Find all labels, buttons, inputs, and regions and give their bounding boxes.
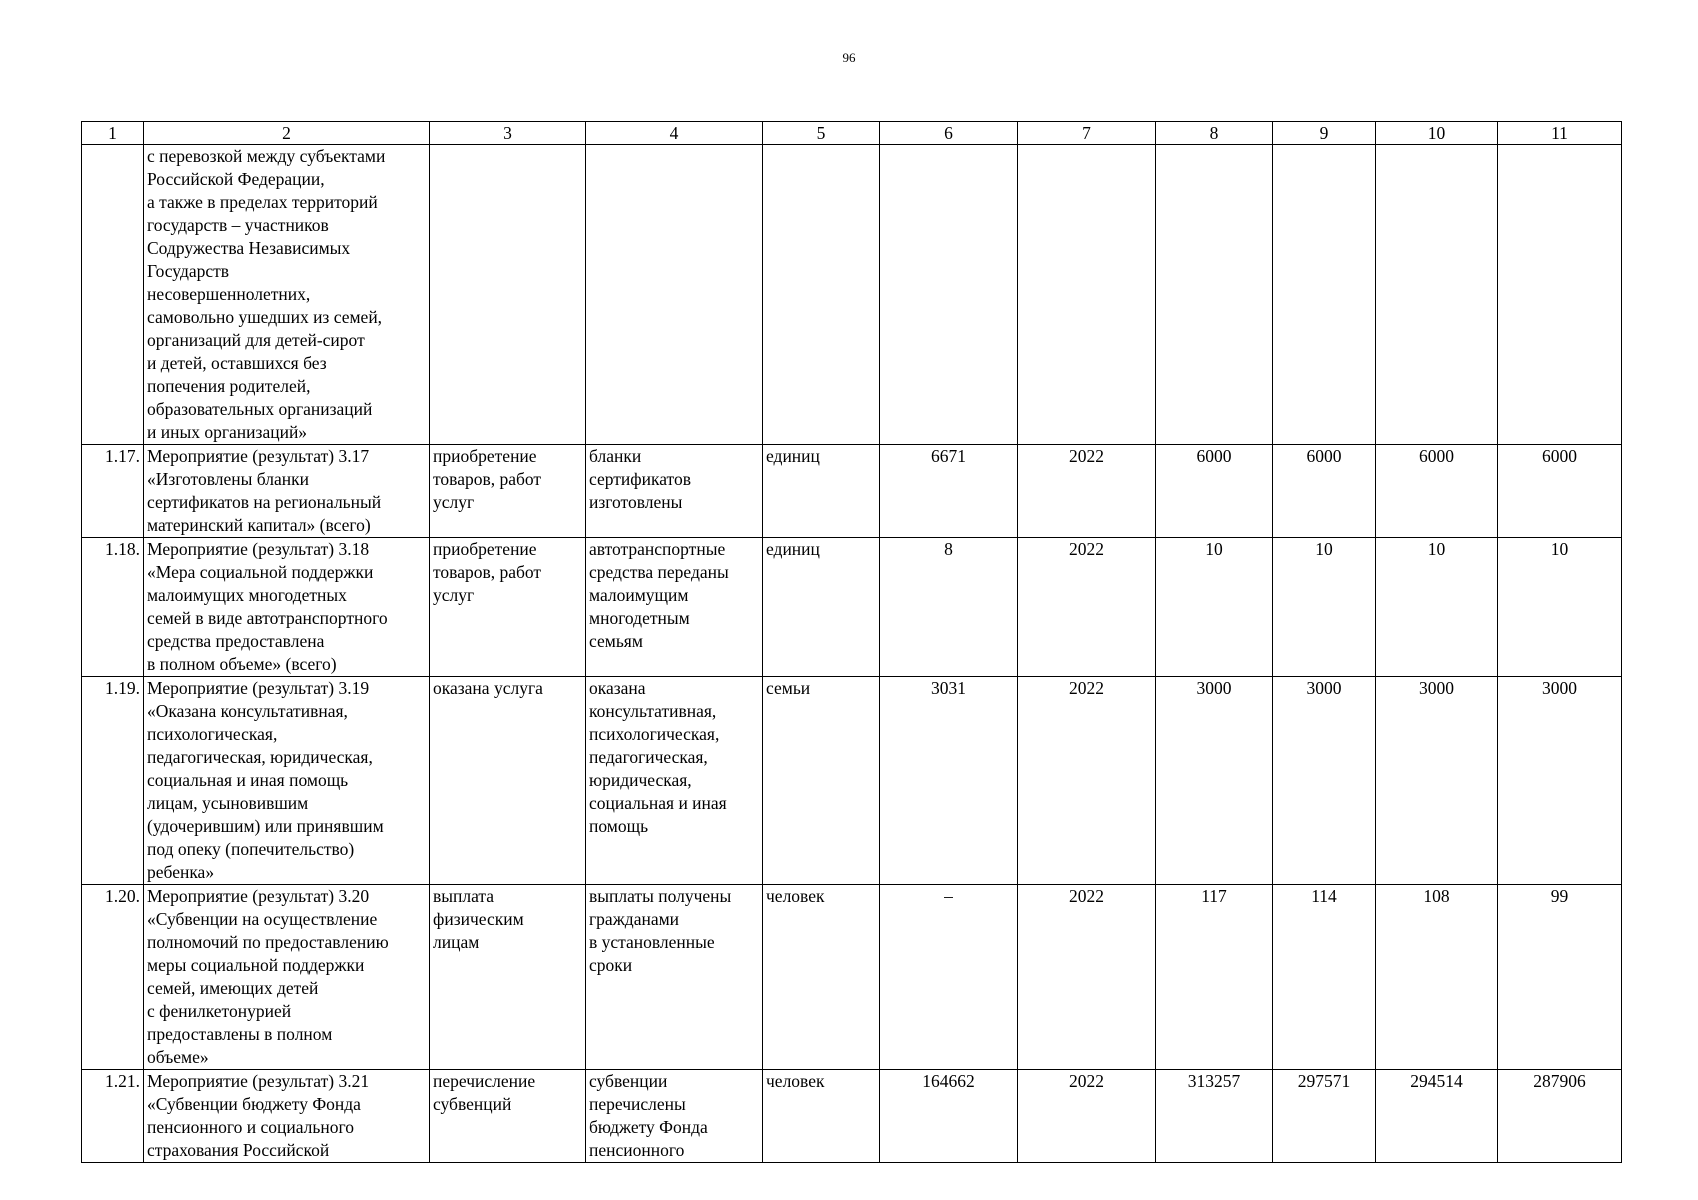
unit: семьи (763, 677, 880, 885)
column-header: 7 (1018, 122, 1156, 145)
base-year: 2022 (1018, 1070, 1156, 1163)
year-value: 10 (1498, 538, 1622, 677)
measure-characteristic: субвенции перечислены бюджету Фонда пенсионного (586, 1070, 763, 1163)
base-value (880, 145, 1018, 445)
measure-characteristic: выплаты получены гражданами в установленные сроки (586, 885, 763, 1070)
base-value: 8 (880, 538, 1018, 677)
base-value: 6671 (880, 445, 1018, 538)
year-value: 3000 (1273, 677, 1376, 885)
measure-name: с перевозкой между субъектами Российской Федерации, а также в пределах территорий государств – участников Содружества Независимых Государств несовершеннолетних, самовольно ушедших из семей, организаций для детей-сирот и детей, оставшихся без попечения родителей, образовательных организаций и иных организаций» (144, 145, 430, 445)
year-value (1156, 145, 1273, 445)
year-value (1273, 145, 1376, 445)
year-value: 6000 (1156, 445, 1273, 538)
column-header: 10 (1376, 122, 1498, 145)
measure-type (430, 145, 586, 445)
measure-name: Мероприятие (результат) 3.21 «Субвенции бюджету Фонда пенсионного и социального страхования Российской (144, 1070, 430, 1163)
row-number (82, 145, 144, 445)
column-header: 2 (144, 122, 430, 145)
unit: единиц (763, 538, 880, 677)
measure-name: Мероприятие (результат) 3.18 «Мера социальной поддержки малоимущих многодетных семей в виде автотранспортного средства предоставлена в полном объеме» (всего) (144, 538, 430, 677)
unit (763, 145, 880, 445)
year-value: 6000 (1273, 445, 1376, 538)
base-year: 2022 (1018, 538, 1156, 677)
measure-name: Мероприятие (результат) 3.20 «Субвенции на осуществление полномочий по предоставлению меры социальной поддержки семей, имеющих детей с фенилкетонурией предоставлены в полном объеме» (144, 885, 430, 1070)
base-year (1018, 145, 1156, 445)
unit: человек (763, 885, 880, 1070)
row-number: 1.17. (82, 445, 144, 538)
measure-characteristic (586, 145, 763, 445)
row-number: 1.19. (82, 677, 144, 885)
table-row (82, 538, 1622, 677)
table-row (82, 677, 1622, 885)
page-number: 96 (842, 50, 856, 65)
data-table (81, 121, 1622, 1163)
column-header: 1 (82, 122, 144, 145)
year-value: 3000 (1376, 677, 1498, 885)
unit: человек (763, 1070, 880, 1163)
row-number: 1.18. (82, 538, 144, 677)
column-header: 6 (880, 122, 1018, 145)
year-value: 294514 (1376, 1070, 1498, 1163)
column-header: 5 (763, 122, 880, 145)
measure-type: приобретение товаров, работ услуг (430, 538, 586, 677)
measure-name: Мероприятие (результат) 3.17 «Изготовлены бланки сертификатов на региональный материнский капитал» (всего) (144, 445, 430, 538)
base-year: 2022 (1018, 885, 1156, 1070)
base-year: 2022 (1018, 677, 1156, 885)
year-value: 297571 (1273, 1070, 1376, 1163)
measure-type: перечисление субвенций (430, 1070, 586, 1163)
measure-characteristic: автотранспортные средства переданы малоимущим многодетным семьям (586, 538, 763, 677)
table-row (82, 145, 1622, 445)
year-value: 99 (1498, 885, 1622, 1070)
year-value: 10 (1376, 538, 1498, 677)
year-value: 313257 (1156, 1070, 1273, 1163)
year-value: 287906 (1498, 1070, 1622, 1163)
table-row (82, 885, 1622, 1070)
year-value: 6000 (1376, 445, 1498, 538)
year-value: 108 (1376, 885, 1498, 1070)
measure-characteristic: бланки сертификатов изготовлены (586, 445, 763, 538)
year-value (1376, 145, 1498, 445)
row-number: 1.20. (82, 885, 144, 1070)
base-value: 164662 (880, 1070, 1018, 1163)
base-value: 3031 (880, 677, 1018, 885)
column-header: 8 (1156, 122, 1273, 145)
year-value (1498, 145, 1622, 445)
year-value: 6000 (1498, 445, 1622, 538)
column-header: 11 (1498, 122, 1622, 145)
base-value: – (880, 885, 1018, 1070)
table-row (82, 1070, 1622, 1163)
measure-type: выплата физическим лицам (430, 885, 586, 1070)
column-header: 4 (586, 122, 763, 145)
table-row (82, 445, 1622, 538)
measure-name: Мероприятие (результат) 3.19 «Оказана консультативная, психологическая, педагогическая, юридическая, социальная и иная помощь лицам, усыновившим (удочерившим) или принявшим под опеку (попечительство) ребенка» (144, 677, 430, 885)
year-value: 114 (1273, 885, 1376, 1070)
measure-type: приобретение товаров, работ услуг (430, 445, 586, 538)
column-header: 3 (430, 122, 586, 145)
unit: единиц (763, 445, 880, 538)
measure-characteristic: оказана консультативная, психологическая, педагогическая, юридическая, социальная и иная помощь (586, 677, 763, 885)
year-value: 3000 (1156, 677, 1273, 885)
year-value: 10 (1156, 538, 1273, 677)
base-year: 2022 (1018, 445, 1156, 538)
column-number-row (82, 122, 1622, 145)
year-value: 3000 (1498, 677, 1622, 885)
year-value: 117 (1156, 885, 1273, 1070)
year-value: 10 (1273, 538, 1376, 677)
measure-type: оказана услуга (430, 677, 586, 885)
column-header: 9 (1273, 122, 1376, 145)
row-number: 1.21. (82, 1070, 144, 1163)
